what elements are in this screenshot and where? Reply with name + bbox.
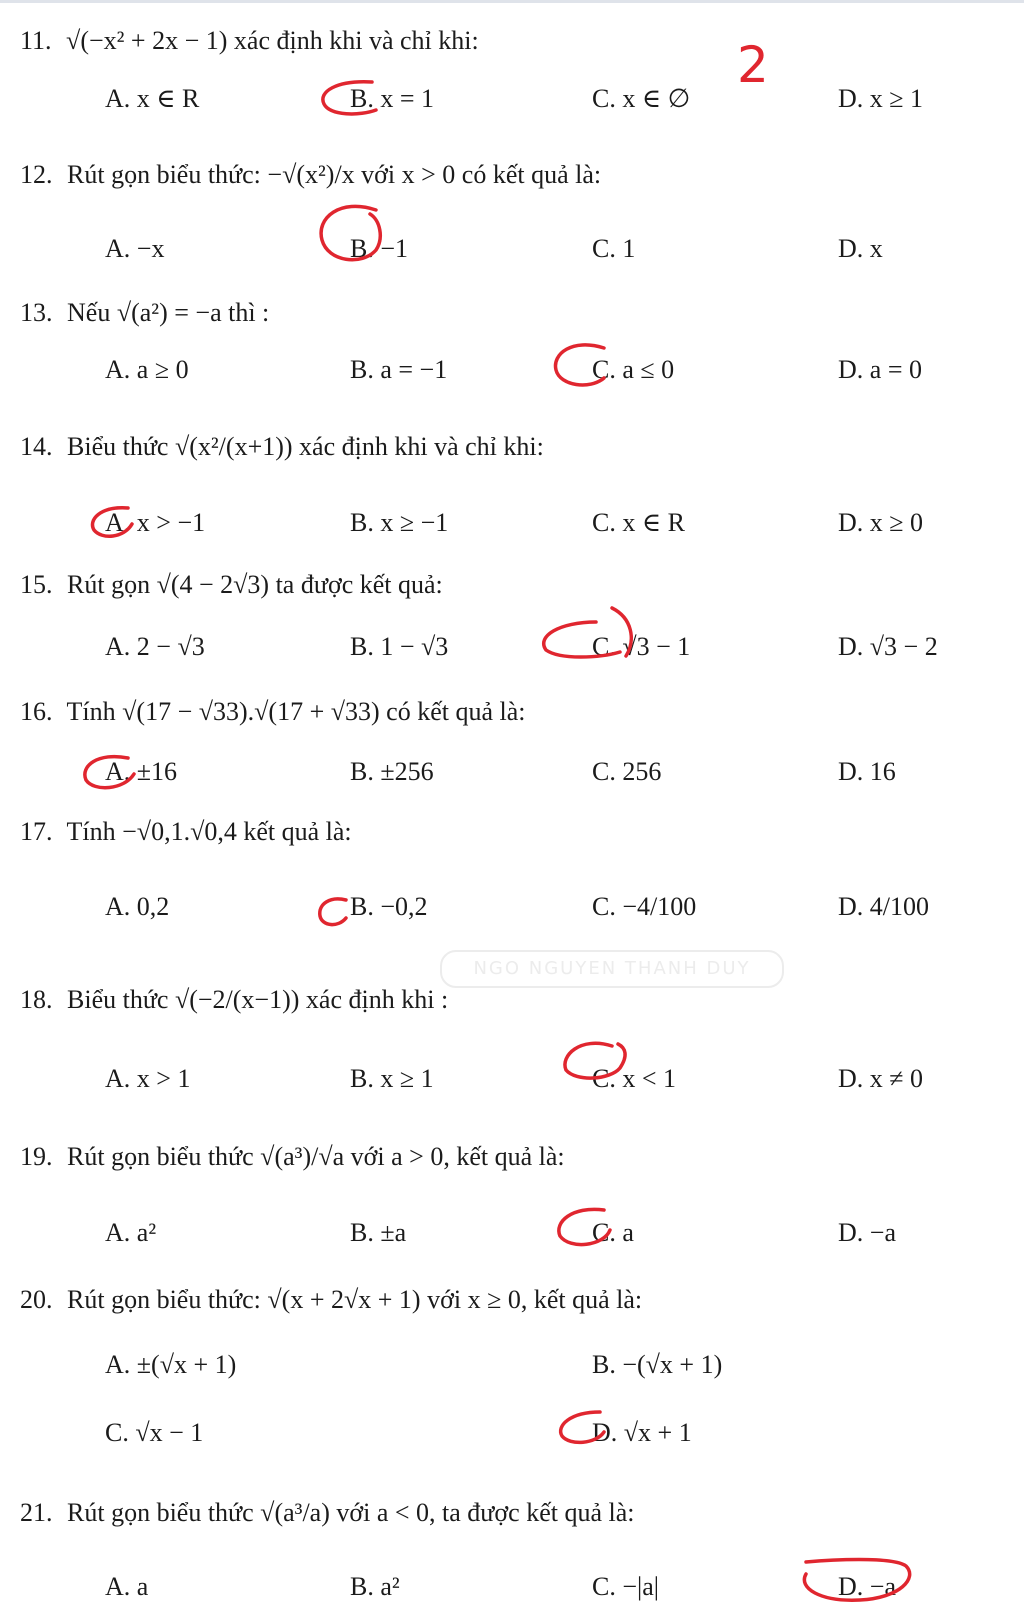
option-13-a[interactable]: A. a ≥ 0 bbox=[105, 355, 189, 384]
answer-circle-17 bbox=[320, 899, 346, 925]
question-17: 17. Tính −√0,1.√0,4 kết quả là: bbox=[20, 817, 352, 846]
option-12-c[interactable]: C. 1 bbox=[592, 234, 636, 263]
option-16-b[interactable]: B. ±256 bbox=[350, 757, 434, 786]
option-12-d[interactable]: D. x bbox=[838, 234, 883, 263]
question-text: Biểu thức √(−2/(x−1)) xác định khi : bbox=[67, 985, 449, 1014]
question-21: 21. Rút gọn biểu thức √(a³/a) với a < 0, ta được kết quả là: bbox=[20, 1498, 635, 1527]
question-text: Tính −√0,1.√0,4 kết quả là: bbox=[66, 817, 352, 846]
option-11-d[interactable]: D. x ≥ 1 bbox=[838, 84, 924, 113]
option-21-b[interactable]: B. a² bbox=[350, 1572, 400, 1601]
option-19-d[interactable]: D. −a bbox=[838, 1218, 896, 1247]
option-16-d[interactable]: D. 16 bbox=[838, 757, 896, 786]
option-11-b[interactable]: B. x = 1 bbox=[350, 84, 435, 113]
question-text: Rút gọn biểu thức √(a³/a) với a < 0, ta được kết quả là: bbox=[67, 1498, 635, 1527]
option-16-c[interactable]: C. 256 bbox=[592, 757, 662, 786]
option-18-b[interactable]: B. x ≥ 1 bbox=[350, 1064, 434, 1093]
option-21-a[interactable]: A. a bbox=[105, 1572, 149, 1601]
question-11: 11. √(−x² + 2x − 1) xác định khi và chỉ khi: bbox=[20, 26, 479, 55]
option-14-a[interactable]: A. x > −1 bbox=[105, 508, 206, 537]
option-12-b[interactable]: B. −1 bbox=[350, 234, 409, 263]
option-21-c[interactable]: C. −|a| bbox=[592, 1572, 659, 1601]
option-15-d[interactable]: D. √3 − 2 bbox=[838, 632, 938, 661]
question-20: 20. Rút gọn biểu thức: √(x + 2√x + 1) với x ≥ 0, kết quả là: bbox=[20, 1285, 643, 1314]
question-19: 19. Rút gọn biểu thức √(a³)/√a với a > 0, kết quả là: bbox=[20, 1142, 565, 1171]
option-14-b[interactable]: B. x ≥ −1 bbox=[350, 508, 449, 537]
question-text: Tính √(17 − √33).√(17 + √33) có kết quả là: bbox=[66, 697, 526, 726]
option-18-d[interactable]: D. x ≠ 0 bbox=[838, 1064, 924, 1093]
option-14-d[interactable]: D. x ≥ 0 bbox=[838, 508, 924, 537]
option-11-c[interactable]: C. x ∈ ∅ bbox=[592, 84, 691, 113]
option-13-d[interactable]: D. a = 0 bbox=[838, 355, 922, 384]
option-18-a[interactable]: A. x > 1 bbox=[105, 1064, 191, 1093]
question-text: Nếu √(a²) = −a thì : bbox=[67, 298, 270, 327]
question-text: Biểu thức √(x²/(x+1)) xác định khi và chỉ khi: bbox=[67, 432, 544, 461]
option-19-a[interactable]: A. a² bbox=[105, 1218, 157, 1247]
option-13-c[interactable]: C. a ≤ 0 bbox=[592, 355, 675, 384]
option-19-b[interactable]: B. ±a bbox=[350, 1218, 407, 1247]
option-19-c[interactable]: C. a bbox=[592, 1218, 634, 1247]
option-15-c[interactable]: C. √3 − 1 bbox=[592, 632, 691, 661]
question-text: Rút gọn biểu thức: −√(x²)/x với x > 0 có kết quả là: bbox=[67, 160, 602, 189]
option-15-a[interactable]: A. 2 − √3 bbox=[105, 632, 205, 661]
top-border bbox=[0, 0, 1024, 3]
option-15-b[interactable]: B. 1 − √3 bbox=[350, 632, 449, 661]
option-17-c[interactable]: C. −4/100 bbox=[592, 892, 697, 921]
question-text: Rút gọn √(4 − 2√3) ta được kết quả: bbox=[67, 570, 443, 599]
option-20-d[interactable]: D. √x + 1 bbox=[592, 1418, 692, 1447]
option-17-a[interactable]: A. 0,2 bbox=[105, 892, 170, 921]
option-20-a[interactable]: A. ±(√x + 1) bbox=[105, 1350, 237, 1379]
option-13-b[interactable]: B. a = −1 bbox=[350, 355, 448, 384]
option-17-d[interactable]: D. 4/100 bbox=[838, 892, 929, 921]
option-16-a[interactable]: A. ±16 bbox=[105, 757, 178, 786]
page-mark: 2 bbox=[737, 36, 769, 94]
option-17-b[interactable]: B. −0,2 bbox=[350, 892, 428, 921]
option-20-c[interactable]: C. √x − 1 bbox=[105, 1418, 204, 1447]
question-text: √(−x² + 2x − 1) xác định khi và chỉ khi: bbox=[66, 26, 479, 55]
question-16: 16. Tính √(17 − √33).√(17 + √33) có kết quả là: bbox=[20, 697, 526, 726]
option-12-a[interactable]: A. −x bbox=[105, 234, 165, 263]
watermark: NGO NGUYEN THANH DUY bbox=[440, 950, 784, 988]
question-text: Rút gọn biểu thức: √(x + 2√x + 1) với x ≥ 0, kết quả là: bbox=[67, 1285, 643, 1314]
question-13: 13. Nếu √(a²) = −a thì : bbox=[20, 298, 270, 327]
question-14: 14. Biểu thức √(x²/(x+1)) xác định khi và chỉ khi: bbox=[20, 432, 544, 461]
option-14-c[interactable]: C. x ∈ R bbox=[592, 508, 685, 537]
question-12: 12. Rút gọn biểu thức: −√(x²)/x với x > 0 có kết quả là: bbox=[20, 160, 602, 189]
option-18-c[interactable]: C. x < 1 bbox=[592, 1064, 677, 1093]
option-20-b[interactable]: B. −(√x + 1) bbox=[592, 1350, 723, 1379]
question-18: 18. Biểu thức √(−2/(x−1)) xác định khi : bbox=[20, 985, 449, 1014]
question-text: Rút gọn biểu thức √(a³)/√a với a > 0, kết quả là: bbox=[67, 1142, 565, 1171]
option-21-d[interactable]: D. −a bbox=[838, 1572, 896, 1601]
question-15: 15. Rút gọn √(4 − 2√3) ta được kết quả: bbox=[20, 570, 443, 599]
option-11-a[interactable]: A. x ∈ R bbox=[105, 84, 200, 113]
